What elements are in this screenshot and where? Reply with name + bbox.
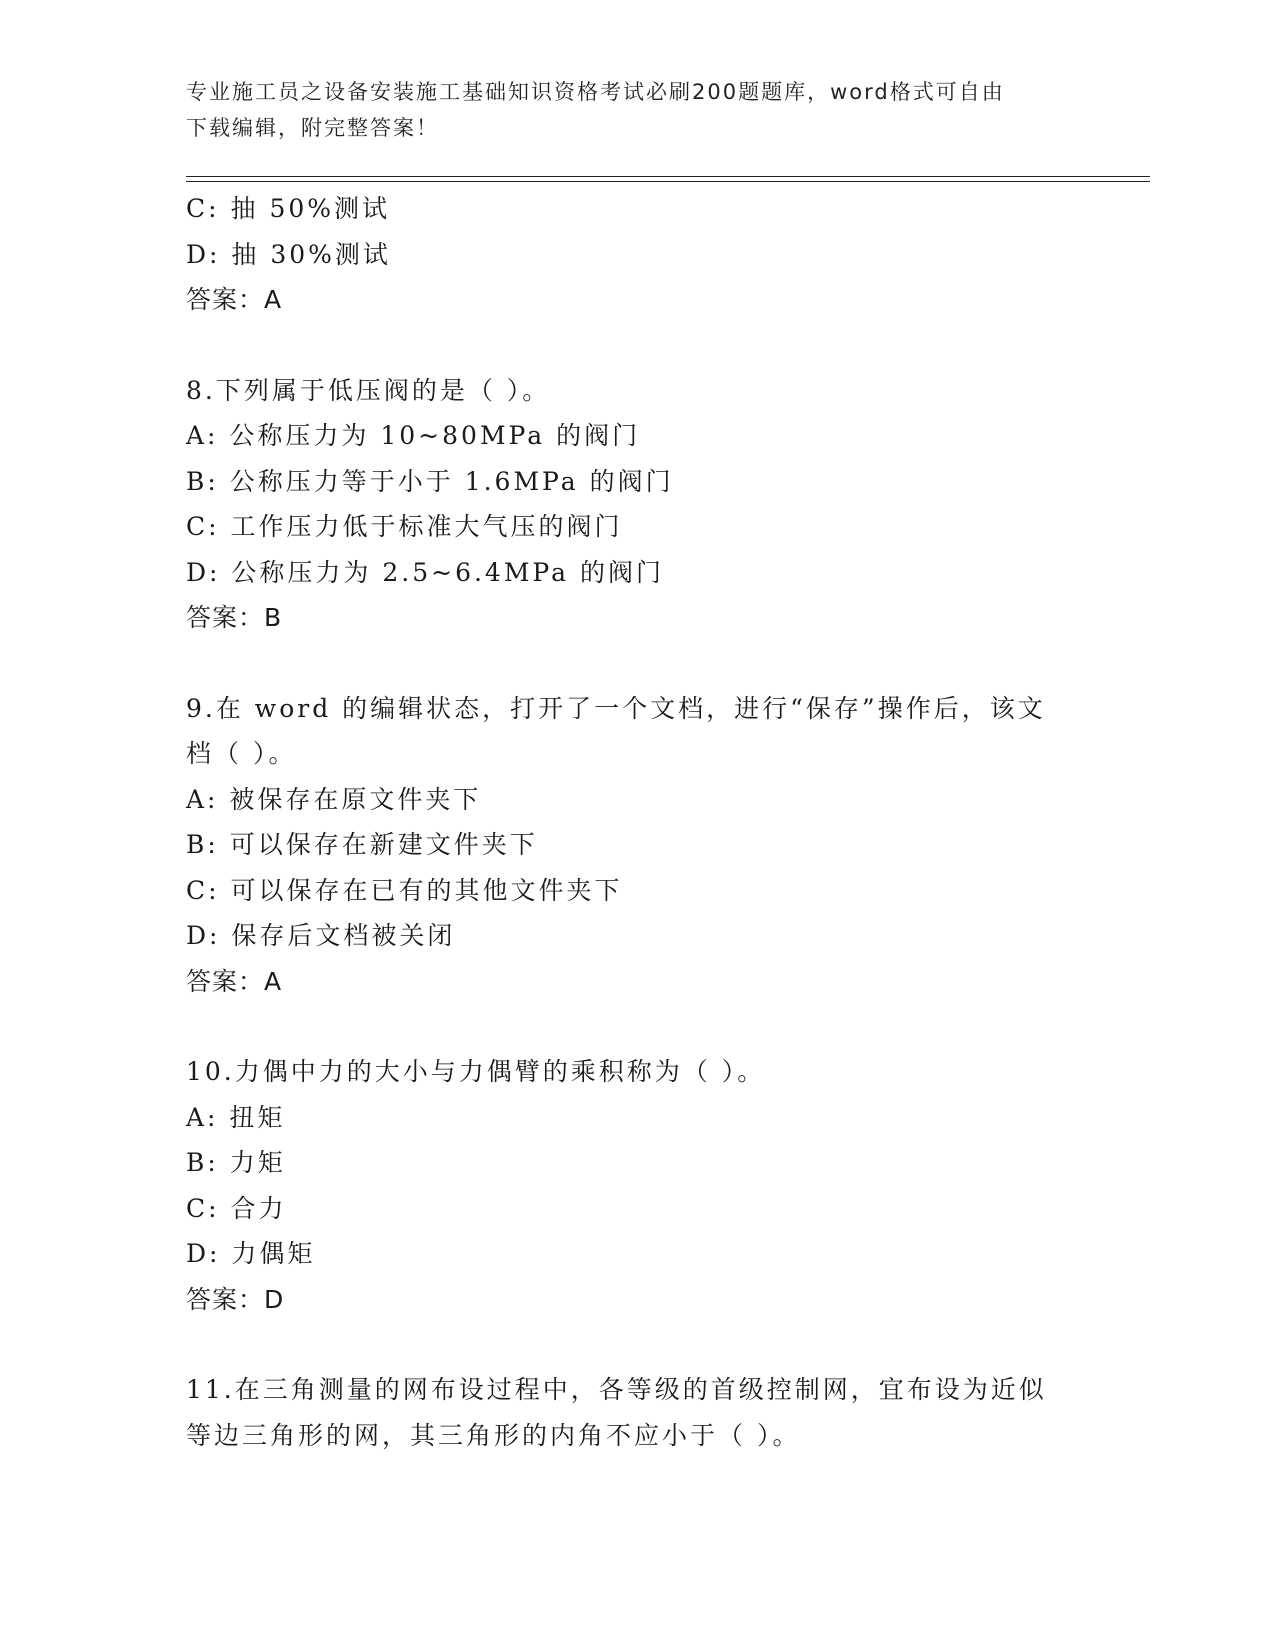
header-divider <box>186 176 1150 182</box>
answer-label: 答案：A <box>186 285 283 314</box>
question-stem: 10.力偶中力的大小与力偶臂的乘积称为（ ）。 <box>186 1057 766 1086</box>
option-c: C: 可以保存在已有的其他文件夹下 <box>186 875 623 905</box>
option-a: A: 公称压力为 10~80MPa 的阀门 <box>186 421 641 450</box>
option-c: C: 工作压力低于标准大气压的阀门 <box>186 512 623 541</box>
answer-label: 答案：B <box>186 603 283 632</box>
answer-label: 答案：A <box>186 966 283 996</box>
option-a: A: 扭矩 <box>186 1102 286 1132</box>
option-c: C: 抽 50%测试 <box>186 194 391 223</box>
option-d: D: 公称压力为 2.5~6.4MPa 的阀门 <box>186 557 664 587</box>
option-a: A: 被保存在原文件夹下 <box>186 784 482 814</box>
question-11 <box>186 1367 1066 1458</box>
option-d: D: 抽 30%测试 <box>186 239 391 269</box>
page-header <box>186 74 1066 146</box>
question-10 <box>186 1049 1066 1322</box>
question-stem-line-1: 9.在 word 的编辑状态，打开了一个文档，进行“保存”操作后，该文 <box>186 693 1046 723</box>
header-title-line-1: 专业施工员之设备安装施工基础知识资格考试必刷200题题库，word格式可自由 <box>186 80 1005 104</box>
question-stem-line-2: 等边三角形的网，其三角形的内角不应小于（ ）。 <box>186 1420 801 1450</box>
question-7-continued <box>186 186 1066 323</box>
question-stem-line-1: 11.在三角测量的网布设过程中，各等级的首级控制网，宜布设为近似 <box>186 1375 1047 1404</box>
question-stem-line-2: 档（ ）。 <box>186 739 297 768</box>
option-b: B: 力矩 <box>186 1148 286 1177</box>
answer-label: 答案：D <box>186 1284 285 1314</box>
question-8 <box>186 368 1066 641</box>
header-title-line-2: 下载编辑，附完整答案！ <box>186 116 439 140</box>
option-d: D: 保存后文档被关闭 <box>186 921 456 950</box>
option-b: B: 公称压力等于小于 1.6MPa 的阀门 <box>186 466 674 496</box>
question-list <box>186 186 1066 1458</box>
option-b: B: 可以保存在新建文件夹下 <box>186 830 538 859</box>
question-9 <box>186 686 1066 1005</box>
option-d: D: 力偶矩 <box>186 1239 316 1268</box>
question-stem: 8.下列属于低压阀的是（ ）。 <box>186 375 551 405</box>
option-c: C: 合力 <box>186 1193 287 1223</box>
